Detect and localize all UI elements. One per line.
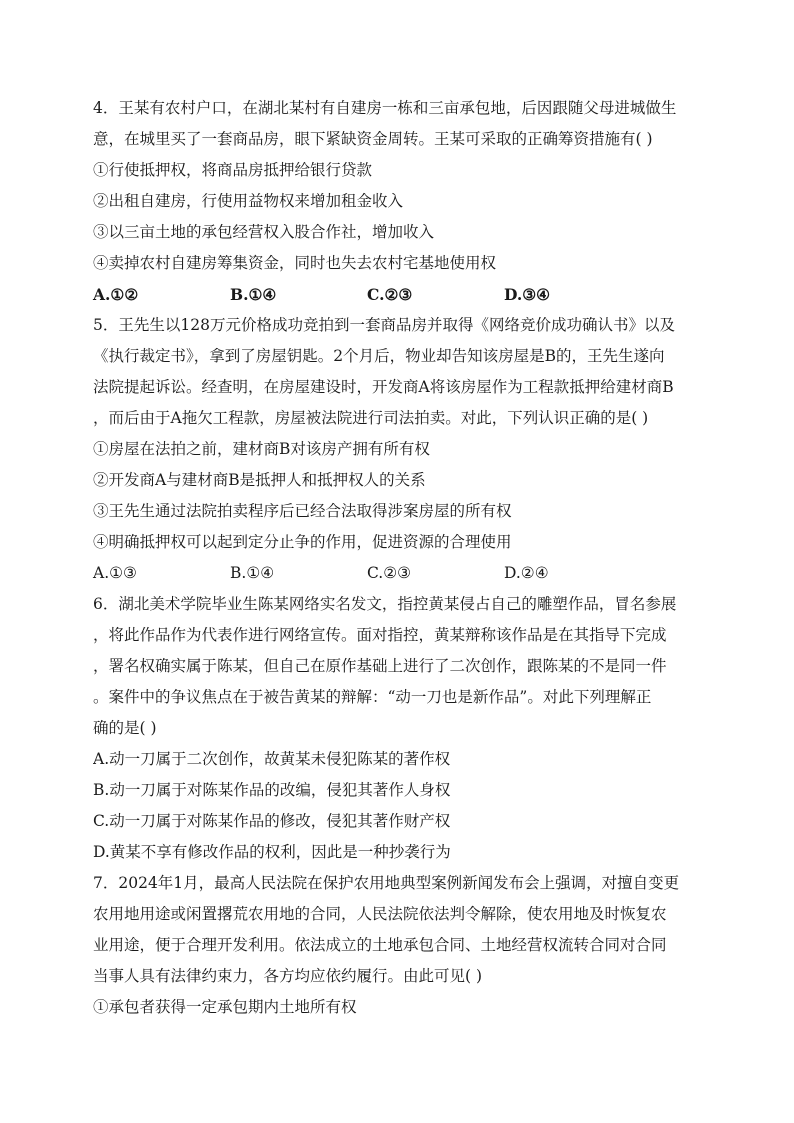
question-stem-line: ，而后由于A拖欠工程款，房屋被法院进行司法拍卖。对此，下列认识正确的是( ) bbox=[93, 409, 649, 427]
question-stem-line: 意，在城里买了一套商品房，眼下紧缺资金周转。王某可采取的正确筹资措施有( ) bbox=[93, 130, 653, 148]
option-a: A.①② bbox=[93, 285, 139, 304]
answer-options bbox=[93, 558, 703, 589]
statement: ④卖掉农村自建房筹集资金，同时也失去农村宅基地使用权 bbox=[93, 254, 497, 272]
statement: ④明确抵押权可以起到定分止争的作用，促进资源的合理使用 bbox=[93, 533, 512, 551]
option-b: B.①④ bbox=[230, 564, 275, 582]
question-6 bbox=[93, 589, 703, 868]
question-stem-line: 7．2024年1月，最高人民法院在保护农用地典型案例新闻发布会上强调，对擅自变更 bbox=[93, 874, 680, 892]
option-c: C.动一刀属于对陈某作品的修改，侵犯其著作财产权 bbox=[93, 812, 451, 830]
statement: ③以三亩土地的承包经营权入股合作社，增加收入 bbox=[93, 223, 435, 241]
question-5 bbox=[93, 310, 703, 589]
question-4 bbox=[93, 93, 703, 310]
question-stem-line: 当事人具有法律约束力，各方均应依约履行。由此可见( ) bbox=[93, 967, 483, 985]
statement: ②开发商A与建材商B是抵押人和抵押权人的关系 bbox=[93, 471, 426, 489]
option-d: D.③④ bbox=[504, 285, 551, 304]
question-stem-line: 确的是( ) bbox=[93, 719, 157, 737]
question-stem-line: ，将此作品作为代表作进行网络宣传。面对指控，黄某辩称该作品是在其指导下完成 bbox=[93, 626, 667, 644]
option-d: D.黄某不享有修改作品的权利，因此是一种抄袭行为 bbox=[93, 843, 451, 861]
question-stem-line: 农用地用途或闲置撂荒农用地的合同，人民法院依法判令解除，使农用地及时恢复农 bbox=[93, 905, 667, 923]
option-d: D.②④ bbox=[504, 564, 549, 582]
questions-area bbox=[93, 93, 703, 1023]
question-stem-line: 5．王先生以128万元价格成功竞拍到一套商品房并取得《网络竞价成功确认书》以及 bbox=[93, 316, 675, 334]
statement: ①承包者获得一定承包期内土地所有权 bbox=[93, 998, 357, 1016]
answer-options bbox=[93, 279, 703, 310]
option-b: B.①④ bbox=[230, 285, 277, 304]
option-a: A.①③ bbox=[93, 564, 137, 582]
question-stem-line: 。案件中的争议焦点在于被告黄某的辩解：“动一刀也是新作品”。对此下列理解正 bbox=[93, 688, 652, 706]
option-c: C.②③ bbox=[367, 285, 413, 304]
option-a: A.动一刀属于二次创作，故黄某未侵犯陈某的著作权 bbox=[93, 750, 451, 768]
statement: ②出租自建房，行使用益物权来增加租金收入 bbox=[93, 192, 404, 210]
option-c: C.②③ bbox=[367, 564, 412, 582]
question-stem-line: 6．湖北美术学院毕业生陈某网络实名发文，指控黄某侵占自己的雕塑作品，冒名参展 bbox=[93, 595, 677, 613]
statement: ①行使抵押权，将商品房抵押给银行贷款 bbox=[93, 161, 373, 179]
question-7 bbox=[93, 868, 703, 1023]
statement: ①房屋在法拍之前，建材商B对该房产拥有所有权 bbox=[93, 440, 430, 458]
question-stem-line: ，署名权确实属于陈某，但自己在原作基础上进行了二次创作，跟陈某的不是同一件 bbox=[93, 657, 667, 675]
question-stem-line: 业用途，便于合理开发利用。依法成立的土地承包合同、土地经营权流转合同对合同 bbox=[93, 936, 667, 954]
question-stem-line: 《执行裁定书》，拿到了房屋钥匙。2个月后，物业却告知该房屋是B的，王先生遂向 bbox=[93, 347, 665, 365]
question-stem-line: 法院提起诉讼。经查明，在房屋建设时，开发商A将该房屋作为工程款抵押给建材商B bbox=[93, 378, 674, 396]
question-stem-line: 4．王某有农村户口，在湖北某村有自建房一栋和三亩承包地，后因跟随父母进城做生 bbox=[93, 99, 677, 117]
option-b: B.动一刀属于对陈某作品的改编，侵犯其著作人身权 bbox=[93, 781, 451, 799]
statement: ③王先生通过法院拍卖程序后已经合法取得涉案房屋的所有权 bbox=[93, 502, 512, 520]
